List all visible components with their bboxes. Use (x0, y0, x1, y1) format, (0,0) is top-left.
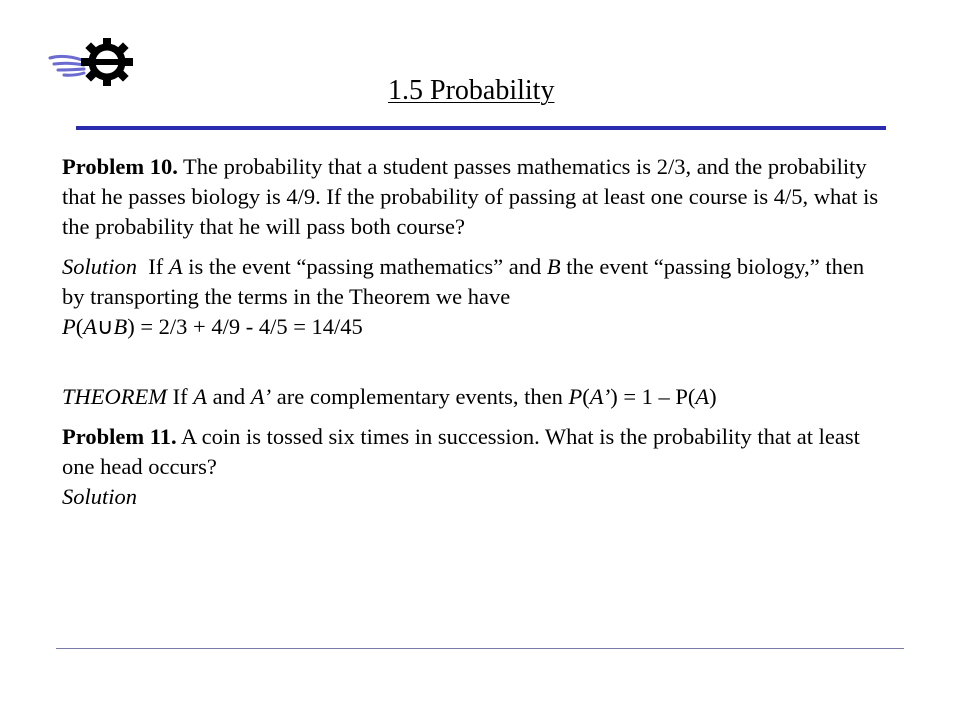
problem-11-label: Problem 11. (62, 424, 177, 449)
theorem: THEOREM If A and A’ are complementary events, then P(A’) = 1 – P(A) (62, 384, 717, 409)
gear-logo-icon (44, 34, 134, 90)
theorem-label: THEOREM (62, 384, 167, 409)
slide-content (62, 152, 892, 512)
problem-10 (62, 152, 892, 242)
page-title: 1.5 Probability (388, 75, 555, 106)
solution-10-equation: P(A∪B) = 2/3 + 4/9 - 4/5 = 14/45 (62, 314, 363, 339)
problem-10-label: Problem 10. (62, 154, 178, 179)
problem-11-text: A coin is tossed six times in succession. What is the probability that at least one head occurs? (62, 424, 860, 479)
solution-10-label: Solution (62, 254, 138, 279)
title-divider (76, 126, 886, 130)
problem-10-text: The probability that a student passes mathematics is 2/3, and the probability that he passes biology is 4/9. If the probability of passing at least one course is 4/5, what is the probability that he will pass both course? (62, 154, 879, 239)
solution-11-label: Solution (62, 484, 138, 509)
solution-10: Solution If A is the event “passing mathematics” and B the event “passing biology,” then by transporting the terms in the Theorem we have P(A∪B) = 2/3 + 4/9 - 4/5 = 14/45 (62, 254, 865, 339)
footer-divider (56, 648, 904, 649)
problem-11 (62, 422, 892, 512)
